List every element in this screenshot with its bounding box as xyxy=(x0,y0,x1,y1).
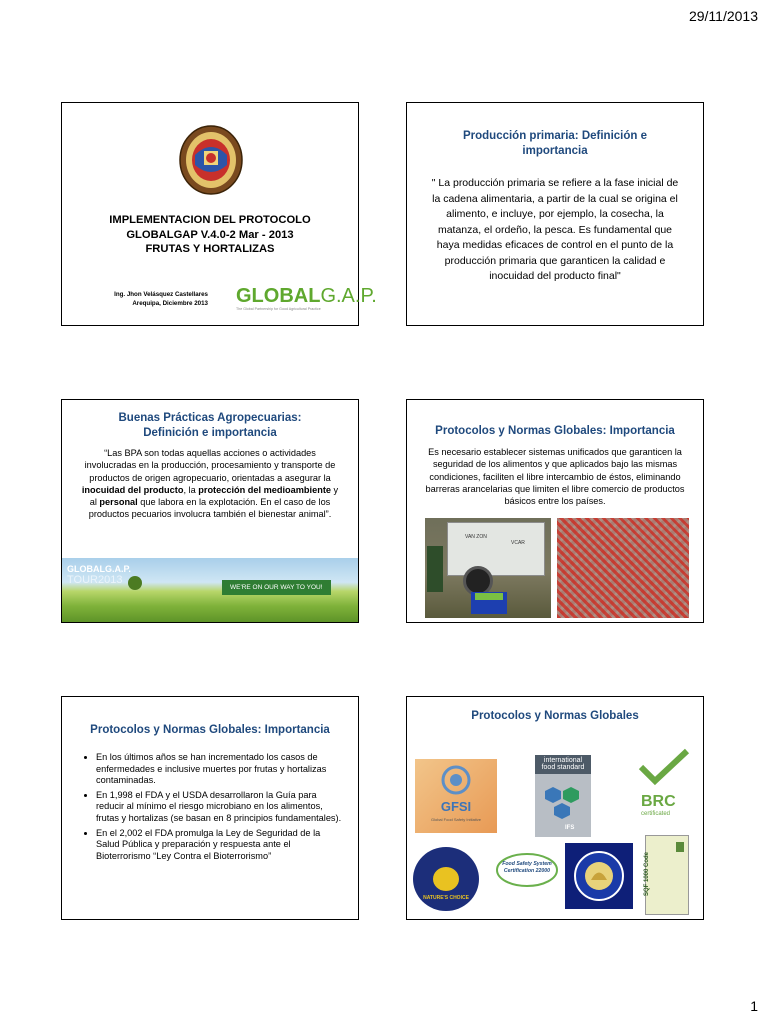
slide3-body-text: , la xyxy=(183,484,199,495)
tank-body xyxy=(447,522,545,576)
slide5-bullets xyxy=(74,752,342,865)
brc-name: BRC xyxy=(641,793,676,810)
shell-seal-icon xyxy=(565,843,633,909)
fssc-line2: Certification 22000 xyxy=(503,868,551,874)
gfsi-sub: Global Food Safety Initiative xyxy=(430,817,482,822)
slide5-title: Protocolos y Normas Globales: Importancia xyxy=(90,724,330,736)
ifs-hexagons-icon xyxy=(543,785,583,821)
gfsi-globe-icon xyxy=(441,765,471,795)
slide1-title-line: IMPLEMENTACION DEL PROTOCOLO xyxy=(109,214,311,226)
bullet-item: • En el 2,002 el FDA promulga la Ley de Seguridad de la Salud Pública y preparación y respuesta ante el Bioterrorismo “Ley Contra el Bioterrorismo” xyxy=(96,828,342,863)
gfsi-logo xyxy=(415,759,497,833)
slide1-title-line: GLOBALGAP V.4.0-2 Mar - 2013 xyxy=(126,228,294,241)
bullet-item: • En los últimos años se han incrementado los casos de enfermedades e inclusive muertes por frutas y hortalizas contaminadas. xyxy=(96,752,342,787)
banner-tree xyxy=(128,576,142,590)
slide1-place-date: Arequipa, Diciembre 2013 xyxy=(132,300,208,307)
tank-label: VCAR xyxy=(511,540,525,546)
sqf-code: SQF 1000 Code xyxy=(644,851,650,896)
natures-choice-logo xyxy=(413,847,479,911)
banner-tour: TOUR2013 xyxy=(67,574,123,586)
banner-brand: GLOBALG.A.P. xyxy=(67,564,131,574)
date-header: 29/11/2013 xyxy=(688,8,758,24)
tank-label: VAN ZON xyxy=(465,534,487,540)
crate-produce xyxy=(475,593,503,600)
slide-2-primary-production xyxy=(406,102,704,326)
globalgap-tagline: The Global Partnership for Good Agricultural Practice xyxy=(236,307,321,311)
bullet-item: • En 1,998 el FDA y el USDA desarrollaron la Guía para reducir al mínimo el riesgo microbiano en los alimentos, frutas y hortalizas (se basan en 8 principios fundamentales). xyxy=(96,790,342,825)
chili-harvest-photo xyxy=(557,518,689,618)
sqf-stamp xyxy=(676,842,684,852)
ifs-line1: international xyxy=(535,755,591,764)
slide-4-global-protocols xyxy=(406,399,704,623)
slide-1-title xyxy=(61,102,377,326)
brc-check-icon xyxy=(635,747,691,787)
slide3-body-bold: personal xyxy=(99,497,138,508)
fssc-line1: Food Safety System xyxy=(502,861,552,867)
slide-5-importance xyxy=(61,696,359,920)
slide4-body: Es necesario establecer sistemas unificados que garanticen la seguridad de los alimentos y que aplicados bajo las mismas condiciones, faciliten el libre intercambio de éstos, eliminando barreras arancelarias que limiten el libre comercio de productos básicos entre los países. xyxy=(425,447,685,507)
page-number: 1 xyxy=(750,998,758,1014)
university-seal-icon xyxy=(178,125,244,195)
slide2-title: Producción primaria: Definición e importancia xyxy=(462,130,648,157)
ifs-line2: food standard xyxy=(535,764,591,774)
slide3-body-text: y al xyxy=(89,484,339,508)
slide1-author: Ing. Jhon Velásquez Castellares xyxy=(114,291,208,298)
gfsi-name: GFSI xyxy=(440,799,472,814)
globalgap-tour-banner xyxy=(62,558,358,622)
slide3-body-bold: protección del medioambiente xyxy=(198,484,331,495)
slide6-title: Protocolos y Normas Globales xyxy=(471,710,639,722)
slide2-body: " La producción primaria se refiere a la fase inicial de la cadena alimentaria, a partir de la cual se origina el alimento, e incluye, por ejemplo, la cosecha, la matanza, el ordeño, la pesca. Es fundamental que haya medidas eficaces de control en el punto de la producción primaria que garanticen la calidad e inocuidad del producto final" xyxy=(431,177,679,282)
ifs-logo xyxy=(535,755,591,837)
slide3-title: Buenas Prácticas Agropecuarias: Definición e importancia xyxy=(118,412,302,439)
globalgap-logo-bold: GLOBAL xyxy=(236,285,321,307)
globalgap-logo-light: G.A.P. xyxy=(320,285,377,307)
slide3-body-text: “Las BPA son todas aquellas acciones o actividades involucradas en la producción, procesamiento y transporte de productos de origen agropecuario, orientadas a asegurar la xyxy=(84,448,336,483)
ifs-mark: IFS xyxy=(565,825,575,831)
fssc-22000-logo xyxy=(489,847,565,893)
slide1-title-line: FRUTAS Y HORTALIZAS xyxy=(145,243,275,255)
slide4-title: Protocolos y Normas Globales: Importancia xyxy=(435,425,675,437)
globalgap-logo xyxy=(236,285,377,311)
safe-quality-seal-logo xyxy=(565,843,633,909)
water-tank-photo xyxy=(425,518,551,618)
brc-logo xyxy=(635,747,691,825)
natures-choice-text: NATURE'S CHOICE xyxy=(423,895,469,901)
banner-cta: WE'RE ON OUR WAY TO YOU! xyxy=(222,580,331,595)
slide3-body-bold: inocuidad del producto xyxy=(81,484,184,495)
natures-choice-sun xyxy=(433,867,459,891)
green-barrel xyxy=(427,546,443,592)
slide3-body-text: que labora en la explotación. En el caso de los productos pecuarios involucra también el bienestar animal”. xyxy=(88,497,332,520)
slide3-body xyxy=(80,447,340,521)
slide-6-certification-logos xyxy=(406,696,704,920)
sqf-1000-logo xyxy=(645,835,689,915)
slide-3-bpa xyxy=(61,399,359,623)
brc-sub: certificated xyxy=(641,811,671,817)
